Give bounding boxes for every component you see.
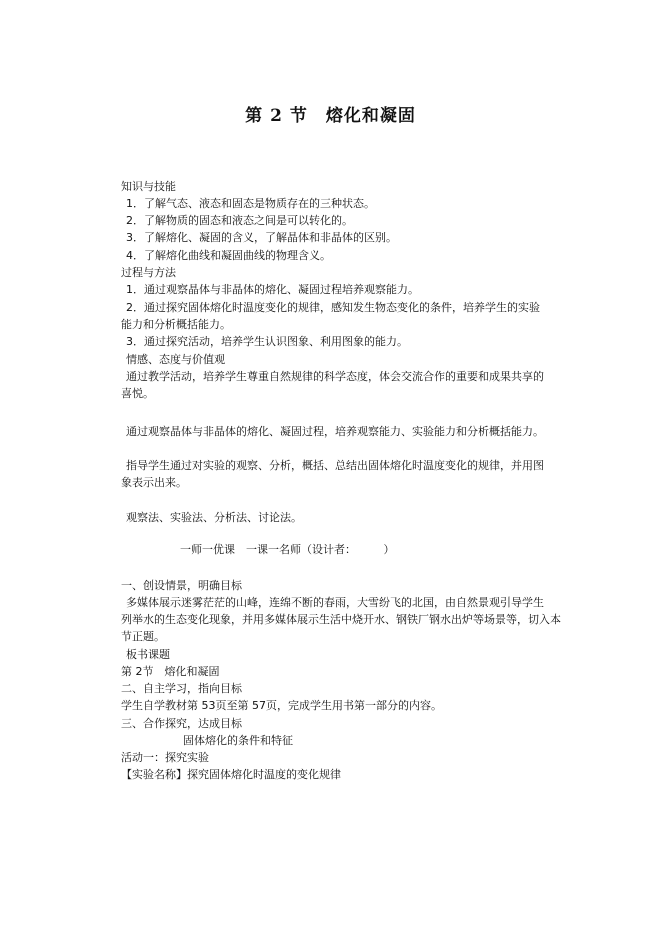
process-item-2: 2．通过探究固体熔化时温度变化的规律，感知发生物态变化的条件，培养学生的实验 — [126, 301, 540, 314]
emotion-line-2: 喜悦。 — [121, 387, 154, 400]
process-item-3: 3．通过探究活动，培养学生认识图象、利用图象的能力。 — [126, 335, 408, 348]
section1-heading: 一、创设情景，明确目标 — [121, 579, 242, 592]
designer-line: 一师一优课 一课一名师（设计者： ） — [180, 543, 395, 556]
activity1-heading: 活动一：探究实验 — [121, 751, 209, 764]
knowledge-item-3: 3．了解熔化、凝固的含义，了解晶体和非晶体的区别。 — [126, 231, 397, 244]
key-point-text: 通过观察晶体与非晶体的熔化、凝固过程，培养观察能力、实验能力和分析概括能力。 — [126, 425, 544, 438]
section3-heading: 三、合作探究，达成目标 — [121, 717, 242, 730]
section1-line-2: 列举水的生态变化现象，并用多媒体展示生活中烧开水、钢铁厂钢水出炉等场景等，切入本 — [121, 613, 561, 626]
section2-heading: 二、自主学习，指向目标 — [121, 682, 242, 695]
section2-text: 学生自学教材第 53页至第 57页，完成学生用书第一部分的内容。 — [121, 699, 442, 712]
process-item-1: 1．通过观察晶体与非晶体的熔化、凝固过程培养观察能力。 — [126, 283, 419, 296]
methods-text: 观察法、实验法、分析法、讨论法。 — [126, 511, 302, 524]
knowledge-item-1: 1．了解气态、液态和固态是物质存在的三种状态。 — [126, 197, 375, 210]
board-title: 板书课题 — [126, 648, 170, 661]
process-heading: 过程与方法 — [121, 266, 176, 279]
page-title: 第 2 节 熔化和凝固 — [245, 106, 416, 126]
knowledge-item-4: 4．了解熔化曲线和凝固曲线的物理含义。 — [126, 249, 331, 262]
process-item-2-cont: 能力和分析概括能力。 — [121, 318, 231, 331]
experiment-name: 【实验名称】探究固体熔化时温度的变化规律 — [121, 768, 341, 781]
emotion-heading: 情感、态度与价值观 — [126, 353, 225, 366]
board-content: 第 2节 熔化和凝固 — [121, 665, 220, 678]
section1-line-1: 多媒体展示迷雾茫茫的山峰，连绵不断的春雨，大雪纷飞的北国，由自然景观引导学生 — [126, 596, 544, 609]
knowledge-heading: 知识与技能 — [121, 180, 176, 193]
emotion-line-1: 通过教学活动，培养学生尊重自然规律的科学态度，体会交流合作的重要和成果共享的 — [126, 370, 544, 383]
section1-line-3: 节正题。 — [121, 630, 165, 643]
section3-subheading: 固体熔化的条件和特征 — [183, 734, 293, 747]
difficulty-line-1: 指导学生通过对实验的观察、分析，概括、总结出固体熔化时温度变化的规律，并用图 — [126, 459, 544, 472]
difficulty-line-2: 象表示出来。 — [121, 476, 187, 489]
knowledge-item-2: 2．了解物质的固态和液态之间是可以转化的。 — [126, 214, 353, 227]
